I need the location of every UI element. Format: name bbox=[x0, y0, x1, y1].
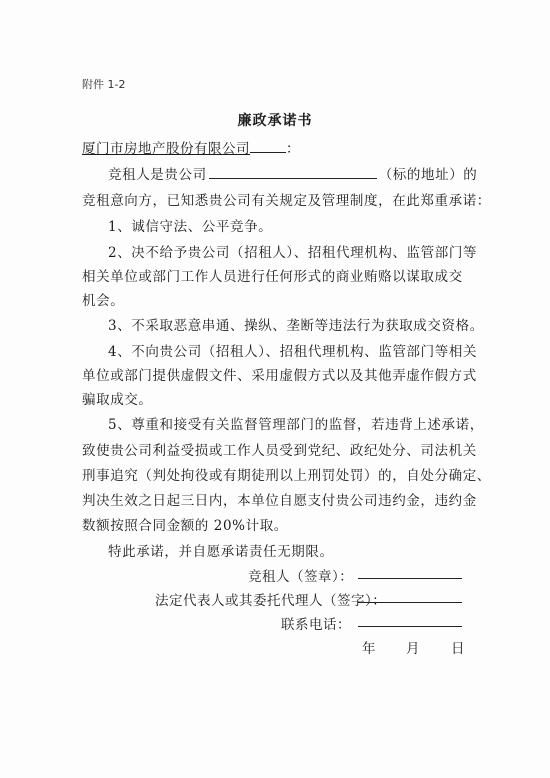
item-5-line-5: 数额按照合同金额的 20%计取。 bbox=[82, 518, 288, 534]
item-5-line-4: 判决生效之日起三日内，本单位自愿支付贵公司违约金，违约金 bbox=[82, 493, 477, 509]
item-2-line-2: 相关单位或部门工作人员进行任何形式的商业贿赂以谋取成交 bbox=[82, 269, 463, 285]
date-day: 日 bbox=[451, 641, 465, 657]
bidder-signature-line bbox=[358, 577, 462, 579]
addressee-company: 厦门市房地产股份有限公司 bbox=[82, 141, 250, 157]
date-month: 月 bbox=[406, 641, 420, 657]
addressee-suffix: ： bbox=[286, 141, 300, 157]
document-title: 廉政承诺书 bbox=[237, 113, 313, 129]
addressee bbox=[82, 137, 300, 157]
bidder-signature-label: 竞租人（签章）： bbox=[248, 569, 354, 585]
item-2-line-3: 机会。 bbox=[82, 293, 125, 309]
item-4-line-2: 单位或部门提供虚假文件、采用虚假方式以及其他弄虚作假方式 bbox=[82, 368, 477, 384]
intro-line-1 bbox=[108, 163, 477, 183]
item-1: 1、诚信守法、公平竞争。 bbox=[108, 219, 273, 235]
attachment-label: 附件 1-2 bbox=[82, 78, 126, 91]
item-4-line-3: 骗取成交。 bbox=[82, 392, 153, 408]
representative-signature-label: 法定代表人或其委托代理人（签字）： bbox=[155, 593, 387, 609]
intro-suffix: （标的地址）的 bbox=[378, 167, 478, 183]
intro-prefix: 竞租人是贵公司 bbox=[108, 167, 207, 183]
item-5-line-1: 5、尊重和接受有关监督管理部门的监督，若违背上述承诺， bbox=[108, 417, 484, 433]
item-5-line-2: 致使贵公司利益受损或工作人员受到党纪、政纪处分、司法机关 bbox=[82, 443, 477, 459]
addressee-blank bbox=[250, 140, 286, 153]
address-blank bbox=[209, 166, 377, 179]
closing-statement: 特此承诺，并自愿承诺责任无期限。 bbox=[108, 544, 334, 560]
item-4-line-1: 4、不向贵公司（招租人）、招租代理机构、监管部门等相关 bbox=[108, 344, 478, 360]
intro-line-2: 竞租意向方，已知悉贵公司有关规定及管理制度，在此郑重承诺： bbox=[82, 193, 491, 209]
phone-label: 联系电话： bbox=[281, 617, 351, 633]
representative-signature-line bbox=[358, 601, 462, 603]
item-2-line-1: 2、决不给予贵公司（招租人）、招租代理机构、监管部门等 bbox=[108, 245, 478, 261]
item-5-line-3: 刑事追究（判处拘役或有期徒刑以上刑罚处罚）的，自处分确定、 bbox=[82, 468, 491, 484]
item-3: 3、不采取恶意串通、操纵、垄断等违法行为获取成交资格。 bbox=[108, 318, 484, 334]
phone-line bbox=[358, 625, 462, 627]
date-year: 年 bbox=[362, 641, 376, 657]
